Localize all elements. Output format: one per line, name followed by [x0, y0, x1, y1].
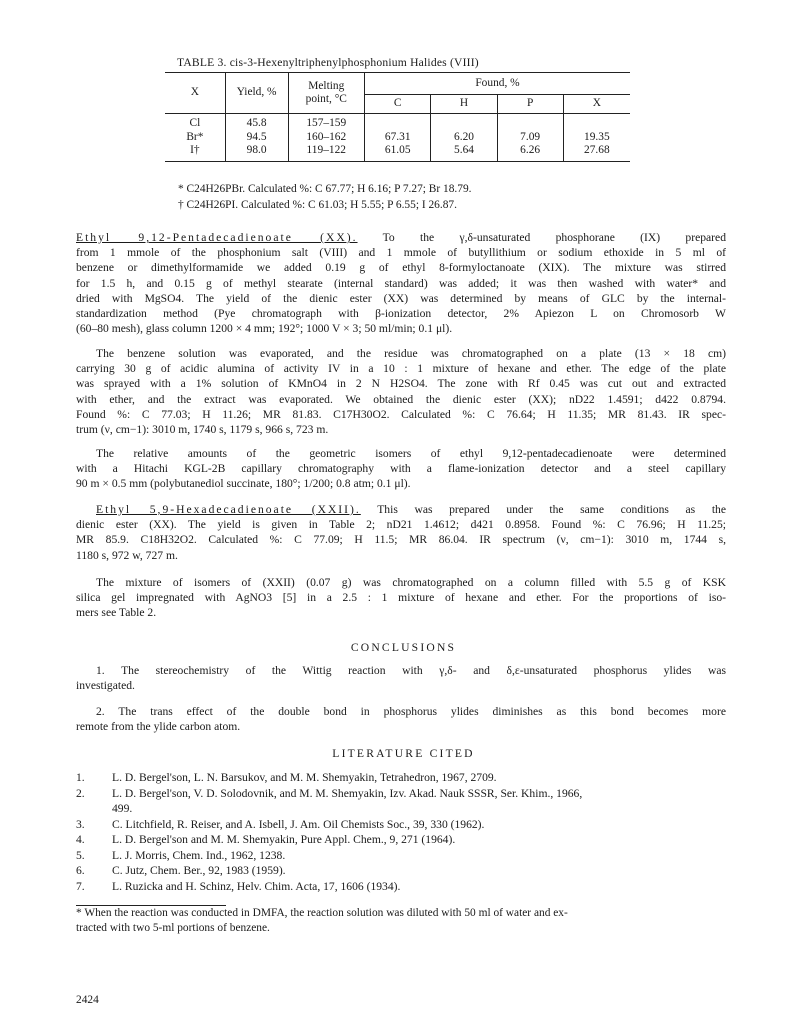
- cell-p: [497, 114, 563, 131]
- cell-mp: 160–162: [288, 131, 365, 145]
- col-header-melting-point: [288, 73, 365, 114]
- col-header-yield: Yield, %: [225, 73, 288, 114]
- cell-found-x: 27.68: [563, 144, 630, 161]
- para-line: was sprayed with a 1% solution of KMnO4 in 2 N H2SO4. The zone with Rf 0.45 was cut out and extracted: [76, 377, 726, 391]
- reference-item: 6. C. Jutz, Chem. Ber., 92, 1983 (1959).: [76, 864, 286, 877]
- cell-c: 67.31: [365, 131, 431, 145]
- reference-item: 3. C. Litchfield, R. Reiser, and A. Isbell, J. Am. Oil Chemists Soc., 39, 330 (1962).: [76, 817, 485, 831]
- para-line: from 1 mmole of the phosphonium salt (VIII) and 1 mmole of butyllithium or sodium ethoxide in 5 ml of: [76, 246, 726, 260]
- page-number: 2424: [76, 994, 99, 1006]
- cell-p: 7.09: [497, 131, 563, 145]
- section-title-xx: Ethyl 9,12-Pentadecadienoate (XX).: [76, 231, 358, 244]
- para-line: silica gel impregnated with AgNO3 [5] in a 2.5 : 1 mixture of hexane and ether. For the proportions of iso-: [76, 591, 726, 605]
- col-header-x: X: [165, 73, 225, 114]
- cell-yield: 98.0: [225, 144, 288, 161]
- para-line: standardization method (Pye chromatograph with β-ionization detector, 2% Apiezon L on Chromosorb W: [76, 307, 726, 321]
- reference-item: 1. L. D. Bergel'son, L. N. Barsukov, and M. M. Shemyakin, Tetrahedron, 1967, 2709.: [76, 771, 497, 784]
- cell-yield: 94.5: [225, 131, 288, 145]
- paragraph-relative-amounts: [76, 446, 726, 492]
- para-line: investigated.: [76, 679, 135, 693]
- footnote-line: * When the reaction was conducted in DMFA, the reaction solution was diluted with 50 ml of water and ex-: [76, 907, 568, 919]
- conclusions-heading: CONCLUSIONS: [350, 641, 457, 654]
- para-line: (60–80 mesh), glass column 1200 × 4 mm; 192°; 1000 V × 3; 50 ml/min; 0.1 μl).: [76, 322, 453, 336]
- para-line: benzene or dimethylformamide we added 0.19 g of ethyl 8-formyloctanoate (XIX). The mixture was stirred: [76, 261, 726, 275]
- reference-item: 2. L. D. Bergel'son, V. D. Solodovnik, and M. M. Shemyakin, Izv. Akad. Nauk SSSR, Ser. Khim., 1966, 499.: [76, 786, 583, 815]
- table-caption: TABLE 3. cis-3-Hexenyltriphenylphosphonium Halides (VIII): [177, 56, 479, 69]
- paragraph-ethyl-hexadecadienoate: [76, 502, 726, 563]
- cell-yield: 45.8: [225, 114, 288, 131]
- paragraph-benzene-solution: [76, 346, 726, 437]
- cell-c: [365, 114, 431, 131]
- cell-x: I†: [165, 144, 225, 161]
- footnote-line: tracted with two 5-ml portions of benzene.: [76, 922, 270, 934]
- para-line: To the γ,δ-unsaturated phosphorane (IX) prepared: [357, 231, 726, 244]
- table-row: [165, 144, 630, 161]
- para-line: MR 85.9. C18H32O2. Calculated %: C 77.09; H 11.5; MR 86.04. IR spectrum (ν, cm−1): 3010 m, 1744 s,: [76, 533, 726, 547]
- para-line: This was prepared under the same conditions as the: [360, 503, 726, 516]
- section-title-xxii: Ethyl 5,9-Hexadecadienoate (XXII).: [96, 503, 361, 516]
- para-line: with ether, and the extract was evaporated. We obtained the dienic ester (XX); nD22 1.4591; d422 0.8794.: [76, 392, 726, 406]
- col-header-found-x: X: [563, 94, 630, 113]
- reference-item: 4. L. D. Bergel'son and M. M. Shemyakin, Pure Appl. Chem., 9, 271 (1964).: [76, 833, 456, 846]
- para-line: The relative amounts of the geometric isomers of ethyl 9,12-pentadecadienoate were determined: [96, 447, 726, 460]
- literature-heading: LITERATURE CITED: [332, 747, 475, 760]
- paragraph-isomer-mixture: [76, 575, 726, 621]
- col-header-p: P: [497, 94, 563, 113]
- paragraph-ethyl-pentadecadienoate: [76, 230, 726, 336]
- cell-found-x: [563, 114, 630, 131]
- para-line: carrying 30 g of acidic alumina of activity IV in a 10 : 1 mixture of hexane and ether. The edge of the plate: [76, 362, 726, 376]
- cell-h: [431, 114, 497, 131]
- cell-h: 5.64: [431, 144, 497, 161]
- table-row: [165, 114, 630, 131]
- reference-list: [76, 770, 726, 894]
- reference-item: 5. L. J. Morris, Chem. Ind., 1962, 1238.: [76, 848, 286, 862]
- para-line: dried with MgSO4. The yield of the dienic ester (XX) was determined by means of GLC by the internal-: [76, 291, 726, 305]
- para-line: 1180 s, 972 w, 727 m.: [76, 548, 178, 562]
- col-header-c: C: [365, 94, 431, 113]
- cell-h: 6.20: [431, 131, 497, 145]
- col-header-mp-line2: point, °C: [305, 93, 347, 105]
- col-header-h: H: [431, 94, 497, 113]
- page-footnote: [76, 906, 726, 936]
- table-footnote-iodide: † C24H26PI. Calculated %: C 61.03; H 5.55; P 6.55; I 26.87.: [178, 199, 457, 211]
- conclusion-2: [76, 704, 726, 734]
- para-line: 1. The stereochemistry of the Wittig reaction with γ,δ- and δ,ε-unsaturated phosphorus ylides was: [96, 664, 726, 677]
- para-line: The benzene solution was evaporated, and the residue was chromatographed on a plate (13 × 18 cm): [96, 347, 726, 360]
- para-line: The mixture of isomers of (XXII) (0.07 g) was chromatographed on a column filled with 5.5 g of KSK: [96, 576, 726, 589]
- para-line: remote from the ylide carbon atom.: [76, 720, 241, 734]
- para-line: 90 m × 0.5 mm (polybutanediol succinate, 180°; 1/200; 0.8 atm; 0.1 μl).: [76, 477, 411, 491]
- table-footnote-bromide: * C24H26PBr. Calculated %: C 67.77; H 6.16; P 7.27; Br 18.79.: [178, 183, 472, 195]
- cell-x: Cl: [165, 114, 225, 131]
- para-line: mers see Table 2.: [76, 606, 157, 620]
- para-line: trum (ν, cm−1): 3010 m, 1740 s, 1179 s, 966 s, 723 m.: [76, 423, 329, 437]
- halides-table: [165, 72, 630, 162]
- col-header-found: Found, %: [365, 73, 630, 95]
- cell-mp: 157–159: [288, 114, 365, 131]
- para-line: Found %: C 77.03; H 11.26; MR 81.83. C17H30O2. Calculated %: C 76.64; H 11.35; MR 81.43. IR spec-: [76, 407, 726, 421]
- table-row: [165, 131, 630, 145]
- cell-p: 6.26: [497, 144, 563, 161]
- cell-x: Br*: [165, 131, 225, 145]
- para-line: with a Hitachi KGL-2B capillary chromatography with a flame-ionization detector and a steel capillary: [76, 462, 726, 476]
- col-header-mp-line1: Melting: [308, 79, 345, 92]
- cell-mp: 119–122: [288, 144, 365, 161]
- reference-item: 7. L. Ruzicka and H. Schinz, Helv. Chim. Acta, 17, 1606 (1934).: [76, 879, 401, 893]
- para-line: for 1.5 h, and 0.15 g of methyl stearate (internal standard) was added; it was then washed with water* and: [76, 276, 726, 290]
- cell-found-x: 19.35: [584, 130, 610, 143]
- cell-c: 61.05: [365, 144, 431, 161]
- para-line: 2. The trans effect of the double bond in phosphorus ylides diminishes as this bond becomes more: [96, 705, 726, 718]
- para-line: dienic ester (XX). The yield is given in Table 2; nD21 1.4612; d421 0.8958. Found %: C 76.96; H 11.25;: [76, 518, 726, 532]
- conclusion-1: [76, 663, 726, 693]
